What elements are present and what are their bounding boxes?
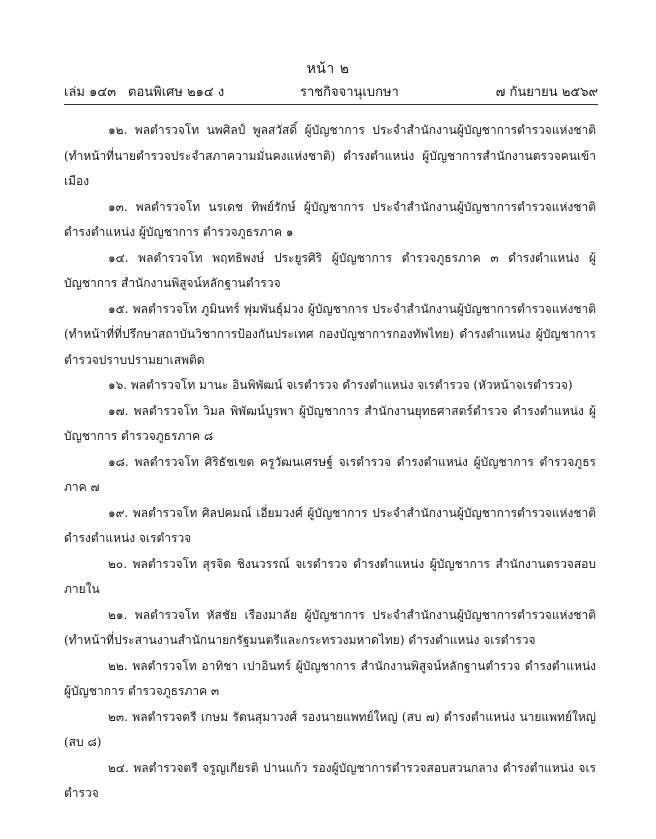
appointment-list — [64, 118, 596, 807]
publication-date: ๗ กันยายน ๒๕๖๙ — [495, 85, 598, 100]
gazette-header — [64, 81, 598, 101]
appointment-entry: ๑๕. พลตำรวจโท ภูมินทร์ พุ่มพันธุ์ม่วง ผู้บัญชาการ ประจำสำนักงานผู้บัญชาการตำรวจแห่งชาติ (ทำหน้าที่ที่ปรึกษาสถาบันวิชาการป้องกันประเทศ กองบัญชาการกองทัพไทย) ดำรงตำแหน่ง ผู้บัญชาการ ตำรวจปราบปรามยาเสพติด — [64, 301, 596, 367]
appointment-entry: ๒๑. พลตำรวจโท หัสชัย เรืองมาลัย ผู้บัญชาการ ประจำสำนักงานผู้บัญชาการตำรวจแห่งชาติ (ทำหน้าที่ประสานงานสำนักนายกรัฐมนตรีและกระทรวงมหาดไทย) ดำรงตำแหน่ง จเรตำรวจ — [64, 607, 596, 647]
header-divider — [64, 104, 598, 105]
appointment-entry: ๒๐. พลตำรวจโท สุรจิต ชิงนวรรณ์ จเรตำรวจ ดำรงตำแหน่ง ผู้บัญชาการ สำนักงานตรวจสอบภายใน — [64, 556, 596, 596]
issue-number: ตอนพิเศษ ๒๑๔ ง — [128, 85, 225, 100]
page-number: หน้า ๒ — [306, 61, 350, 77]
appointment-entry: ๒๔. พลตำรวจตรี จรูญเกียรติ ปานแก้ว รองผู้บัญชาการตำรวจสอบสวนกลาง ดำรงตำแหน่ง จเรตำรวจ — [64, 760, 596, 800]
gazette-title: ราชกิจจานุเบกษา — [300, 85, 399, 100]
appointment-entry: ๑๔. พลตำรวจโท พฤทธิพงษ์ ประยูรศิริ ผู้บัญชาการ ตำรวจภูธรภาค ๓ ดำรงตำแหน่ง ผู้บัญชาการ สำนักงานพิสูจน์หลักฐานตำรวจ — [64, 250, 596, 290]
volume-number: เล่ม ๑๔๓ — [64, 85, 117, 100]
appointment-entry: ๑๘. พลตำรวจโท ศิริธัชเขต ครูวัฒนเศรษฐ์ จเรตำรวจ ดำรงตำแหน่ง ผู้บัญชาการ ตำรวจภูธรภาค ๗ — [64, 454, 596, 494]
appointment-entry: ๒๓. พลตำรวจตรี เกษม รัตนสุมาวงศ์ รองนายแพทย์ใหญ่ (สบ ๗) ดำรงตำแหน่ง นายแพทย์ใหญ่ (สบ ๘) — [64, 709, 596, 749]
appointment-entry: ๑๖. พลตำรวจโท มานะ อินพิพัฒน์ จเรตำรวจ ดำรงตำแหน่ง จเรตำรวจ (หัวหน้าจเรตำรวจ) — [108, 378, 573, 392]
appointment-entry: ๑๗. พลตำรวจโท วิมล พิพัฒน์บูรพา ผู้บัญชาการ สำนักงานยุทธศาสตร์ตำรวจ ดำรงตำแหน่ง ผู้บัญชาการ ตำรวจภูธรภาค ๘ — [64, 403, 596, 443]
appointment-entry: ๑๙. พลตำรวจโท ศิลปคมณ์ เอี่ยมวงศ์ ผู้บัญชาการ ประจำสำนักงานผู้บัญชาการตำรวจแห่งชาติ ดำรงตำแหน่ง จเรตำรวจ — [64, 505, 596, 545]
appointment-entry: ๑๒. พลตำรวจโท นพศิลป์ พูลสวัสดิ์ ผู้บัญชาการ ประจำสำนักงานผู้บัญชาการตำรวจแห่งชาติ (ทำหน้าที่นายตำรวจประจำสภาความมั่นคงแห่งชาติ) ดำรงตำแหน่ง ผู้บัญชาการสำนักงานตรวจคนเข้าเมือง — [64, 123, 596, 188]
appointment-entry: ๑๓. พลตำรวจโท นรเดช ทิพย์รักษ์ ผู้บัญชาการ ประจำสำนักงานผู้บัญชาการตำรวจแห่งชาติ ดำรงตำแหน่ง ผู้บัญชาการ ตำรวจภูธรภาค ๑ — [64, 199, 596, 239]
appointment-entry: ๒๒. พลตำรวจโท อาทิชา เปาอินทร์ ผู้บัญชาการ สำนักงานพิสูจน์หลักฐานตำรวจ ดำรงตำแหน่ง ผู้บัญชาการ ตำรวจภูธรภาค ๓ — [64, 658, 596, 698]
